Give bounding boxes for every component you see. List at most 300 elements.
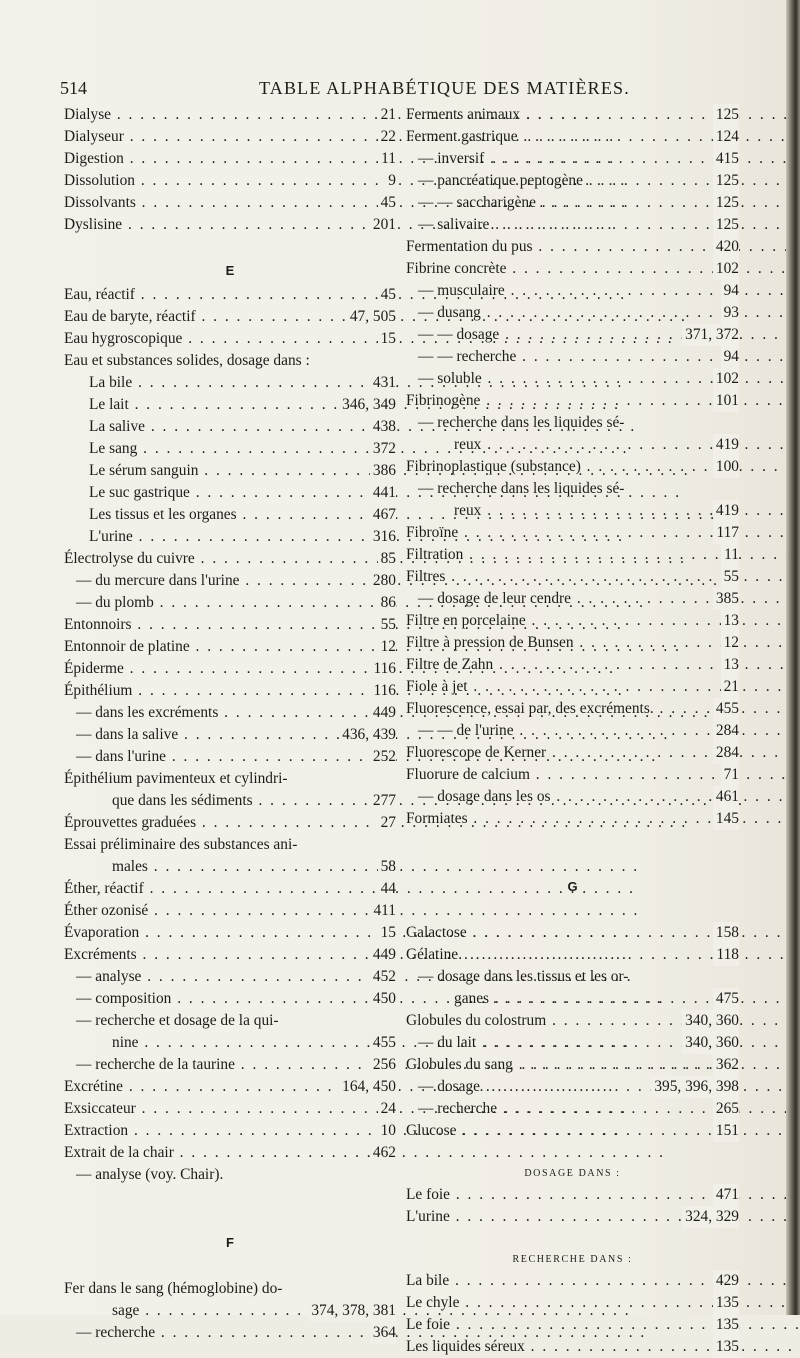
index-entry xyxy=(64,900,396,922)
entry-page-ref: 455 xyxy=(713,698,739,720)
index-entry xyxy=(64,192,396,214)
entry-page-ref: 125 xyxy=(713,214,739,236)
entry-page-ref: 441 xyxy=(370,482,396,504)
page-header xyxy=(0,78,788,102)
index-column-left xyxy=(64,104,396,1344)
index-entry xyxy=(64,680,396,702)
index-entry xyxy=(406,988,739,1010)
entry-page-ref: 419 xyxy=(713,434,739,456)
entry-page-ref: 12 xyxy=(721,632,739,654)
group-f-left xyxy=(64,1278,396,1344)
index-entry xyxy=(406,1292,739,1314)
index-entry xyxy=(406,588,739,610)
entry-page-ref: 284 xyxy=(713,742,739,764)
entry-page-ref: 471 xyxy=(713,1184,739,1206)
entry-term: Globules du colostrum . . . xyxy=(406,1010,800,1032)
entry-term: — dans l'urine . . . xyxy=(76,746,657,768)
index-entry xyxy=(64,922,396,944)
entry-term: Globules du sang . . . xyxy=(406,1054,800,1076)
entry-term: — recherche . . . xyxy=(76,1322,646,1344)
index-column-right xyxy=(406,104,739,1358)
entry-page-ref: 429 xyxy=(713,1270,739,1292)
entry-term: — recherche et dosage de la qui- xyxy=(76,1012,279,1029)
entry-term: Dissolvants . . . xyxy=(64,192,627,214)
entry-term: — — saccharigène . . . xyxy=(418,192,800,214)
index-entry xyxy=(64,504,396,526)
entry-term: — analyse . . . xyxy=(76,966,633,988)
entry-page-ref: 449 xyxy=(370,944,396,966)
entry-page-ref: 116 xyxy=(370,680,396,702)
entry-term: — dusang . . . xyxy=(418,302,800,324)
index-entry xyxy=(64,1120,396,1142)
index-entry xyxy=(406,1206,739,1228)
spacer xyxy=(406,900,739,922)
entry-term: — pancréatique peptogène . . . xyxy=(418,170,800,192)
index-entry xyxy=(406,544,739,566)
index-entry xyxy=(406,1054,739,1076)
entry-page-ref: 93 xyxy=(721,302,739,324)
entry-term: Filtration . . . xyxy=(406,544,800,566)
entry-term: Fibrinoplastique (substance) . . . xyxy=(406,456,800,478)
entry-page-ref: 346, 349 xyxy=(339,394,396,416)
entry-term: Les liquides séreux . . . xyxy=(406,1336,800,1358)
index-entry xyxy=(64,856,396,878)
entry-term: Eau de baryte, réactif . . . xyxy=(64,306,687,328)
index-entry xyxy=(64,812,396,834)
entry-term: nine . . . xyxy=(112,1032,630,1054)
entry-term: Fluorescope de Kerner . . . xyxy=(406,742,800,764)
entry-page-ref: 135 xyxy=(713,1314,739,1336)
index-entry xyxy=(406,1120,739,1142)
entry-page-ref: 45 xyxy=(378,192,396,214)
entry-page-ref: 47, 505 xyxy=(347,306,396,328)
index-entry xyxy=(406,478,739,500)
group-f-right xyxy=(406,104,739,830)
index-entry xyxy=(406,258,739,280)
entry-page-ref: 449 xyxy=(370,702,396,724)
entry-term: sage . . . xyxy=(112,1300,631,1322)
entry-page-ref: 455 xyxy=(370,1032,396,1054)
entry-term: — dans la salive . . . xyxy=(76,724,669,746)
entry-term: Fibrinogène . . . xyxy=(406,390,800,412)
section-letter-e: E xyxy=(225,263,235,278)
index-entry xyxy=(64,214,396,236)
index-entry xyxy=(406,280,739,302)
index-entry xyxy=(406,170,739,192)
entry-term: — recherche dans les liquides sé- xyxy=(418,480,625,497)
index-entry xyxy=(64,306,396,328)
entry-page-ref: 10 xyxy=(378,1120,396,1142)
index-entry xyxy=(64,1076,396,1098)
spacer xyxy=(406,1228,739,1250)
index-entry xyxy=(406,764,739,786)
index-entry xyxy=(64,170,396,192)
index-entry xyxy=(406,720,739,742)
entry-term: — dosage dans les os . . . xyxy=(418,786,800,808)
index-entry xyxy=(406,698,739,720)
entry-page-ref: 22 xyxy=(378,126,396,148)
index-entry xyxy=(406,500,739,522)
entry-term: Filtre à pression de Bunsen . . . xyxy=(406,632,800,654)
entry-page-ref: 21 xyxy=(378,104,396,126)
index-entry xyxy=(406,944,739,966)
entry-term: — inversif . . . xyxy=(418,148,800,170)
entry-term: Excréments . . . xyxy=(64,944,628,966)
entry-term: Le suc gastrique . . . xyxy=(89,482,681,504)
entry-page-ref: 125 xyxy=(713,170,739,192)
index-entry xyxy=(64,1098,396,1120)
index-entry xyxy=(64,768,396,790)
index-entry xyxy=(64,416,396,438)
entry-term: Eau et substances solides, dosage dans : xyxy=(64,352,310,369)
entry-page-ref: 386 xyxy=(370,460,396,482)
index-entry xyxy=(406,1184,739,1206)
entry-term: Le sérum sanguin . . . xyxy=(89,460,690,482)
entry-term: Épithélium pavimenteux et cylindri- xyxy=(64,770,288,787)
entry-page-ref: 94 xyxy=(721,280,739,302)
page-number: 514 xyxy=(60,78,87,98)
index-entry xyxy=(406,236,739,258)
entry-term: Ferment gastrique . . . xyxy=(406,126,800,148)
index-entry xyxy=(406,390,739,412)
entry-page-ref: 135 xyxy=(713,1292,739,1314)
entry-term: Fibrine concrète . . . xyxy=(406,258,800,280)
entry-page-ref: 436, 439 xyxy=(339,724,396,746)
entry-page-ref: 24 xyxy=(378,1098,396,1120)
entry-page-ref: 118 xyxy=(713,944,739,966)
entry-term: Fluorescence, essai par, des excréments. . . . xyxy=(406,698,800,720)
index-entry xyxy=(64,878,396,900)
entry-page-ref: 27 xyxy=(378,812,396,834)
entry-page-ref: 431 xyxy=(370,372,396,394)
section-letter-g: G xyxy=(567,879,578,894)
entry-page-ref: 125 xyxy=(713,192,739,214)
index-entry xyxy=(64,148,396,170)
entry-term: Le foie . . . xyxy=(406,1314,800,1336)
index-entry xyxy=(406,126,739,148)
entry-term: Exsiccateur . . . xyxy=(64,1098,627,1120)
index-entry xyxy=(406,192,739,214)
entry-page-ref: 316 xyxy=(370,526,396,548)
entry-term: Le foie . . . xyxy=(406,1184,800,1206)
entry-term: Dialyseur . . . xyxy=(64,126,615,148)
entry-term: — dosage de leur cendre . . . xyxy=(418,588,800,610)
entry-term: Fibroïne . . . xyxy=(406,522,800,544)
index-entry xyxy=(64,988,396,1010)
entry-page-ref: 164, 450 xyxy=(339,1076,396,1098)
entry-term: Éprouvettes graduées . . . xyxy=(64,812,687,834)
index-entry xyxy=(406,654,739,676)
group-recherche xyxy=(406,1270,739,1358)
index-entry xyxy=(406,786,739,808)
entry-term: Digestion . . . xyxy=(64,148,615,170)
entry-term: — soluble . . . xyxy=(418,368,800,390)
entry-term: Extraction . . . xyxy=(64,1120,619,1142)
entry-page-ref: 94 xyxy=(721,346,739,368)
entry-term: reux . . . xyxy=(454,434,800,456)
entry-page-ref: 58 xyxy=(378,856,396,878)
entry-term: Eau, réactif . . . xyxy=(64,284,626,306)
index-entry xyxy=(406,566,739,588)
entry-page-ref: 419 xyxy=(713,500,739,522)
entry-page-ref: 124 xyxy=(713,126,739,148)
index-entry xyxy=(64,966,396,988)
group-e xyxy=(64,284,396,1186)
entry-page-ref: 21 xyxy=(721,676,739,698)
spacer xyxy=(406,852,739,874)
entry-page-ref: 13 xyxy=(721,654,739,676)
entry-page-ref: 284 xyxy=(713,720,739,742)
index-entry xyxy=(64,284,396,306)
index-entry xyxy=(64,790,396,812)
group-dosage xyxy=(406,1184,739,1228)
entry-page-ref: 135 xyxy=(713,1336,739,1358)
spacer xyxy=(64,1186,396,1208)
entry-page-ref: 438 xyxy=(370,416,396,438)
index-entry xyxy=(64,1032,396,1054)
entry-page-ref: 201 xyxy=(370,214,396,236)
index-entry xyxy=(406,676,739,698)
entry-term: Fiole à jet . . . xyxy=(406,676,800,698)
entry-term: Électrolyse du cuivre . . . xyxy=(64,548,686,570)
index-entry xyxy=(406,346,739,368)
entry-term: Eau hygroscopique . . . xyxy=(64,328,674,350)
entry-term: Galactose . . . xyxy=(406,922,800,944)
entry-term: La salive . . . xyxy=(89,416,636,438)
index-entry xyxy=(406,104,739,126)
entry-term: Fluorure de calcium . . . xyxy=(406,764,800,786)
entry-page-ref: 9 xyxy=(385,170,396,192)
entry-page-ref: 475 xyxy=(713,988,739,1010)
index-entry xyxy=(406,434,739,456)
entry-term: — composition . . . xyxy=(76,988,663,1010)
entry-term: — dosage dans les tissus et les or- xyxy=(418,968,629,985)
entry-term: reux . . . xyxy=(454,500,800,522)
entry-term: — du mercure dans l'urine . . . xyxy=(76,570,731,592)
entry-page-ref: 13 xyxy=(721,610,739,632)
index-entry xyxy=(64,834,396,856)
entry-page-ref: 374, 378, 381 xyxy=(308,1300,396,1322)
entry-term: La bile . . . xyxy=(89,372,623,394)
entry-page-ref: 12 xyxy=(378,636,396,658)
index-entry xyxy=(64,350,396,372)
entry-term: Entonnoir de platine . . . xyxy=(64,636,681,658)
entry-page-ref: 415 xyxy=(713,148,739,170)
index-entry xyxy=(64,438,396,460)
entry-page-ref: 372 xyxy=(370,438,396,460)
entry-term: — recherche . . . xyxy=(418,1098,800,1120)
index-entry xyxy=(64,614,396,636)
entry-page-ref: 100 xyxy=(713,456,739,478)
index-entry xyxy=(64,1010,396,1032)
entry-term: Excrétine . . . xyxy=(64,1076,614,1098)
index-entry xyxy=(406,610,739,632)
entry-term: — salivaire . . . xyxy=(418,214,800,236)
entry-term: ganes . . . xyxy=(454,988,800,1010)
index-entry xyxy=(64,570,396,592)
entry-page-ref: 452 xyxy=(370,966,396,988)
spacer xyxy=(64,1208,396,1230)
index-entry xyxy=(406,214,739,236)
entry-term: Essai préliminaire des substances ani- xyxy=(64,836,298,853)
entry-term: Entonnoirs . . . xyxy=(64,614,623,636)
entry-page-ref: 461 xyxy=(713,786,739,808)
index-entry xyxy=(64,746,396,768)
entry-term: Épithélium . . . xyxy=(64,680,624,702)
entry-term: Glucose . . . xyxy=(406,1120,800,1142)
spacer xyxy=(64,1256,396,1278)
index-entry xyxy=(64,126,396,148)
index-entry xyxy=(64,1164,396,1186)
entry-term: Dissolution . . . xyxy=(64,170,626,192)
index-entry xyxy=(64,702,396,724)
entry-page-ref: 280 xyxy=(370,570,396,592)
index-entry xyxy=(406,522,739,544)
index-entry xyxy=(406,456,739,478)
index-entry xyxy=(406,302,739,324)
entry-page-ref: 117 xyxy=(713,522,739,544)
entry-term: Le lait . . . xyxy=(89,394,620,416)
index-entry xyxy=(406,742,739,764)
index-entry xyxy=(64,1300,396,1322)
index-entry xyxy=(64,460,396,482)
entry-term: — — dosage . . . xyxy=(418,324,800,346)
index-entry xyxy=(406,412,739,434)
entry-page-ref: 364 xyxy=(370,1322,396,1344)
index-entry xyxy=(64,104,396,126)
entry-page-ref: 125 xyxy=(713,104,739,126)
entry-page-ref: 85 xyxy=(378,548,396,570)
entry-page-ref: 385 xyxy=(713,588,739,610)
group-g xyxy=(406,922,739,1142)
entry-page-ref: 102 xyxy=(713,258,739,280)
entry-page-ref: 151 xyxy=(713,1120,739,1142)
entry-term: Fer dans le sang (hémoglobine) do- xyxy=(64,1280,283,1297)
index-entry xyxy=(406,368,739,390)
entry-page-ref: 116 xyxy=(370,658,396,680)
index-entry xyxy=(406,1336,739,1358)
entry-term: Filtre en porcelaine . . . xyxy=(406,610,800,632)
entry-page-ref: 15 xyxy=(378,328,396,350)
entry-term: Éther ozonisé . . . xyxy=(64,900,639,922)
running-title: TABLE ALPHABÉTIQUE DES MATIÈRES. xyxy=(259,78,630,98)
entry-term: Éther, réactif . . . xyxy=(64,878,635,900)
index-entry xyxy=(64,372,396,394)
entry-page-ref: 277 xyxy=(370,790,396,812)
entry-page-ref: 158 xyxy=(713,922,739,944)
entry-term: — musculaire . . . xyxy=(418,280,800,302)
entry-page-ref: 467 xyxy=(370,504,396,526)
entry-page-ref: 462 xyxy=(370,1142,396,1164)
entry-term: Fermentation du pus . . . xyxy=(406,236,800,258)
entry-term: Épiderme . . . xyxy=(64,658,615,680)
index-entry xyxy=(64,592,396,614)
entry-page-ref: 101 xyxy=(713,390,739,412)
index-entry xyxy=(406,632,739,654)
entry-term: — dosage . . . xyxy=(418,1076,800,1098)
index-entry xyxy=(406,1098,739,1120)
entry-page-ref: 265 xyxy=(713,1098,739,1120)
index-entry xyxy=(64,548,396,570)
entry-page-ref: 411 xyxy=(370,900,396,922)
index-entry xyxy=(406,1076,739,1098)
entry-page-ref: 371, 372 xyxy=(682,324,739,346)
entry-term: — dans les excréments . . . xyxy=(76,702,710,724)
index-entry xyxy=(406,966,739,988)
entry-page-ref: 55 xyxy=(378,614,396,636)
entry-page-ref: 362 xyxy=(713,1054,739,1076)
entry-page-ref: 86 xyxy=(378,592,396,614)
index-entry xyxy=(406,1314,739,1336)
page-edge xyxy=(786,0,800,1315)
entry-term: L'urine . . . xyxy=(89,526,624,548)
index-entry xyxy=(64,328,396,350)
entry-term: — recherche dans les liquides sé- xyxy=(418,414,625,431)
index-entry xyxy=(406,922,739,944)
spacer xyxy=(64,236,396,258)
entry-term: Gélatine . . . xyxy=(406,944,800,966)
entry-page-ref: 252 xyxy=(370,746,396,768)
entry-page-ref: 102 xyxy=(713,368,739,390)
entry-page-ref: 340, 360 xyxy=(682,1010,739,1032)
section-letter-f: F xyxy=(226,1235,234,1250)
entry-term: Les tissus et les organes . . . xyxy=(89,504,728,526)
entry-term: Filtres . . . xyxy=(406,566,800,588)
entry-term: que dans les sédiments . . . xyxy=(112,790,744,812)
index-entry xyxy=(406,1010,739,1032)
entry-term: L'urine . . . xyxy=(406,1206,800,1228)
entry-term: — — recherche . . . xyxy=(418,346,800,368)
index-entry xyxy=(64,1322,396,1344)
entry-term: — du plomb . . . xyxy=(76,592,645,614)
entry-term: Le chyle . . . xyxy=(406,1292,800,1314)
index-entry xyxy=(64,394,396,416)
entry-term: — recherche de la taurine . . . xyxy=(76,1054,726,1076)
index-entry xyxy=(64,658,396,680)
entry-term: Formiates . . . xyxy=(406,808,800,830)
index-entry xyxy=(406,1032,739,1054)
index-entry xyxy=(64,724,396,746)
index-entry xyxy=(64,944,396,966)
entry-term: — — de l'urine . . . xyxy=(418,720,800,742)
entry-page-ref: 340, 360 xyxy=(682,1032,739,1054)
entry-page-ref: 71 xyxy=(721,764,739,786)
entry-page-ref: 324, 329 xyxy=(682,1206,739,1228)
entry-term: Le sang . . . xyxy=(89,438,629,460)
subheading-recherche: RECHERCHE DANS : xyxy=(512,1254,633,1265)
index-entry xyxy=(64,482,396,504)
subheading-dosage: DOSAGE DANS : xyxy=(524,1168,621,1179)
entry-page-ref: 15 xyxy=(378,922,396,944)
spacer xyxy=(406,830,739,852)
entry-term: Dialyse . . . xyxy=(64,104,602,126)
entry-page-ref: 44 xyxy=(378,878,396,900)
entry-page-ref: 450 xyxy=(370,988,396,1010)
index-entry xyxy=(64,1142,396,1164)
entry-page-ref: 395, 396, 398 xyxy=(651,1076,739,1098)
entry-term: Évaporation . . . xyxy=(64,922,630,944)
entry-page-ref: 256 xyxy=(370,1054,396,1076)
index-entry xyxy=(406,324,739,346)
index-entry xyxy=(64,526,396,548)
entry-page-ref: 55 xyxy=(721,566,739,588)
entry-page-ref: 11 xyxy=(378,148,396,170)
entry-term: Filtre de Zahn . . . xyxy=(406,654,800,676)
entry-term: Extrait de la chair . . . xyxy=(64,1142,665,1164)
index-entry xyxy=(64,636,396,658)
entry-page-ref: 45 xyxy=(378,284,396,306)
entry-page-ref: 11 xyxy=(721,544,739,566)
